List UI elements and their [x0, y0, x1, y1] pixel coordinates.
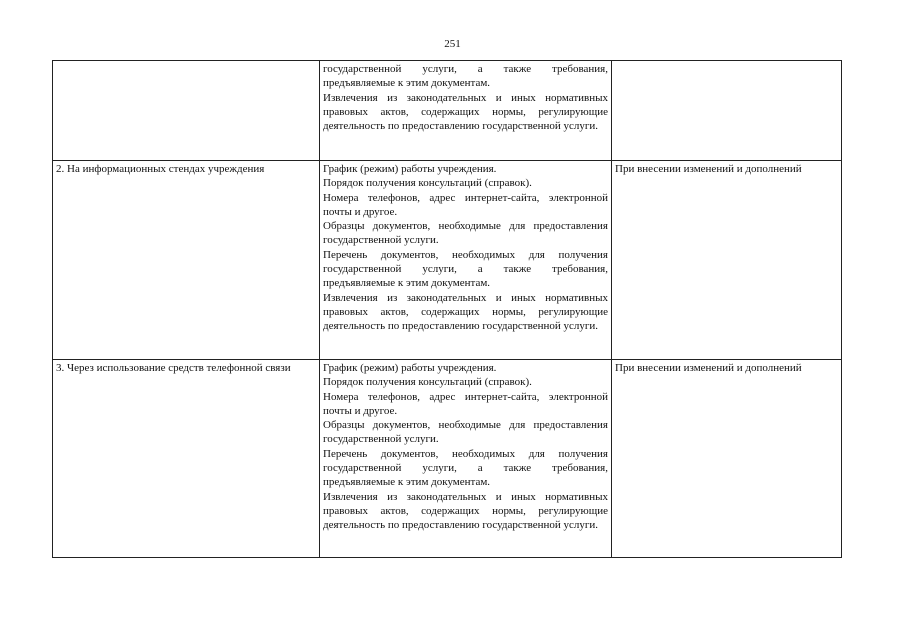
content-paragraph: Номера телефонов, адрес интернет-сайта, электронной почты и другое. — [323, 191, 608, 218]
content-paragraph: Порядок получения консультаций (справок). — [323, 376, 532, 389]
channel-cell: 3. Через использование средств телефонной связи — [53, 360, 320, 558]
update-frequency-cell: При внесении изменений и дополнений — [612, 360, 842, 558]
content-paragraph: Образцы документов, необходимые для предоставления государственной услуги. — [323, 220, 608, 247]
content-cell — [320, 61, 612, 161]
content-cell — [320, 360, 612, 558]
content-paragraph: Образцы документов, необходимые для предоставления государственной услуги. — [323, 419, 608, 446]
content-paragraph: государственной услуги, а также требования, предъявляемые к этим документам. — [323, 63, 608, 90]
content-paragraph: График (режим) работы учреждения. — [323, 362, 497, 374]
channel-cell — [53, 61, 320, 161]
content-cell — [320, 161, 612, 360]
page-number: 251 — [444, 38, 461, 50]
information-table — [52, 60, 842, 558]
content-paragraph: Перечень документов, необходимых для получения государственной услуги, а также требования, предъявляемые к этим документам. — [323, 248, 608, 290]
update-frequency-cell: При внесении изменений и дополнений — [612, 161, 842, 360]
content-paragraph: Перечень документов, необходимых для получения государственной услуги, а также требования, предъявляемые к этим документам. — [323, 447, 608, 489]
table-row — [53, 161, 842, 360]
table-row — [53, 61, 842, 161]
update-frequency-cell — [612, 61, 842, 161]
channel-cell: 2. На информационных стендах учреждения — [53, 161, 320, 360]
content-paragraph: Порядок получения консультаций (справок). — [323, 177, 532, 190]
content-paragraph: Извлечения из законодательных и иных нормативных правовых актов, содержащих нормы, регулирующие деятельность по предоставлению государственной услуги. — [323, 91, 608, 133]
content-paragraph: Извлечения из законодательных и иных нормативных правовых актов, содержащих нормы, регулирующие деятельность по предоставлению государственной услуги. — [323, 291, 608, 333]
content-paragraph: Номера телефонов, адрес интернет-сайта, электронной почты и другое. — [323, 390, 608, 417]
content-paragraph: График (режим) работы учреждения. — [323, 163, 497, 175]
table-row — [53, 360, 842, 558]
content-paragraph: Извлечения из законодательных и иных нормативных правовых актов, содержащих нормы, регулирующие деятельность по предоставлению государственной услуги. — [323, 490, 608, 532]
